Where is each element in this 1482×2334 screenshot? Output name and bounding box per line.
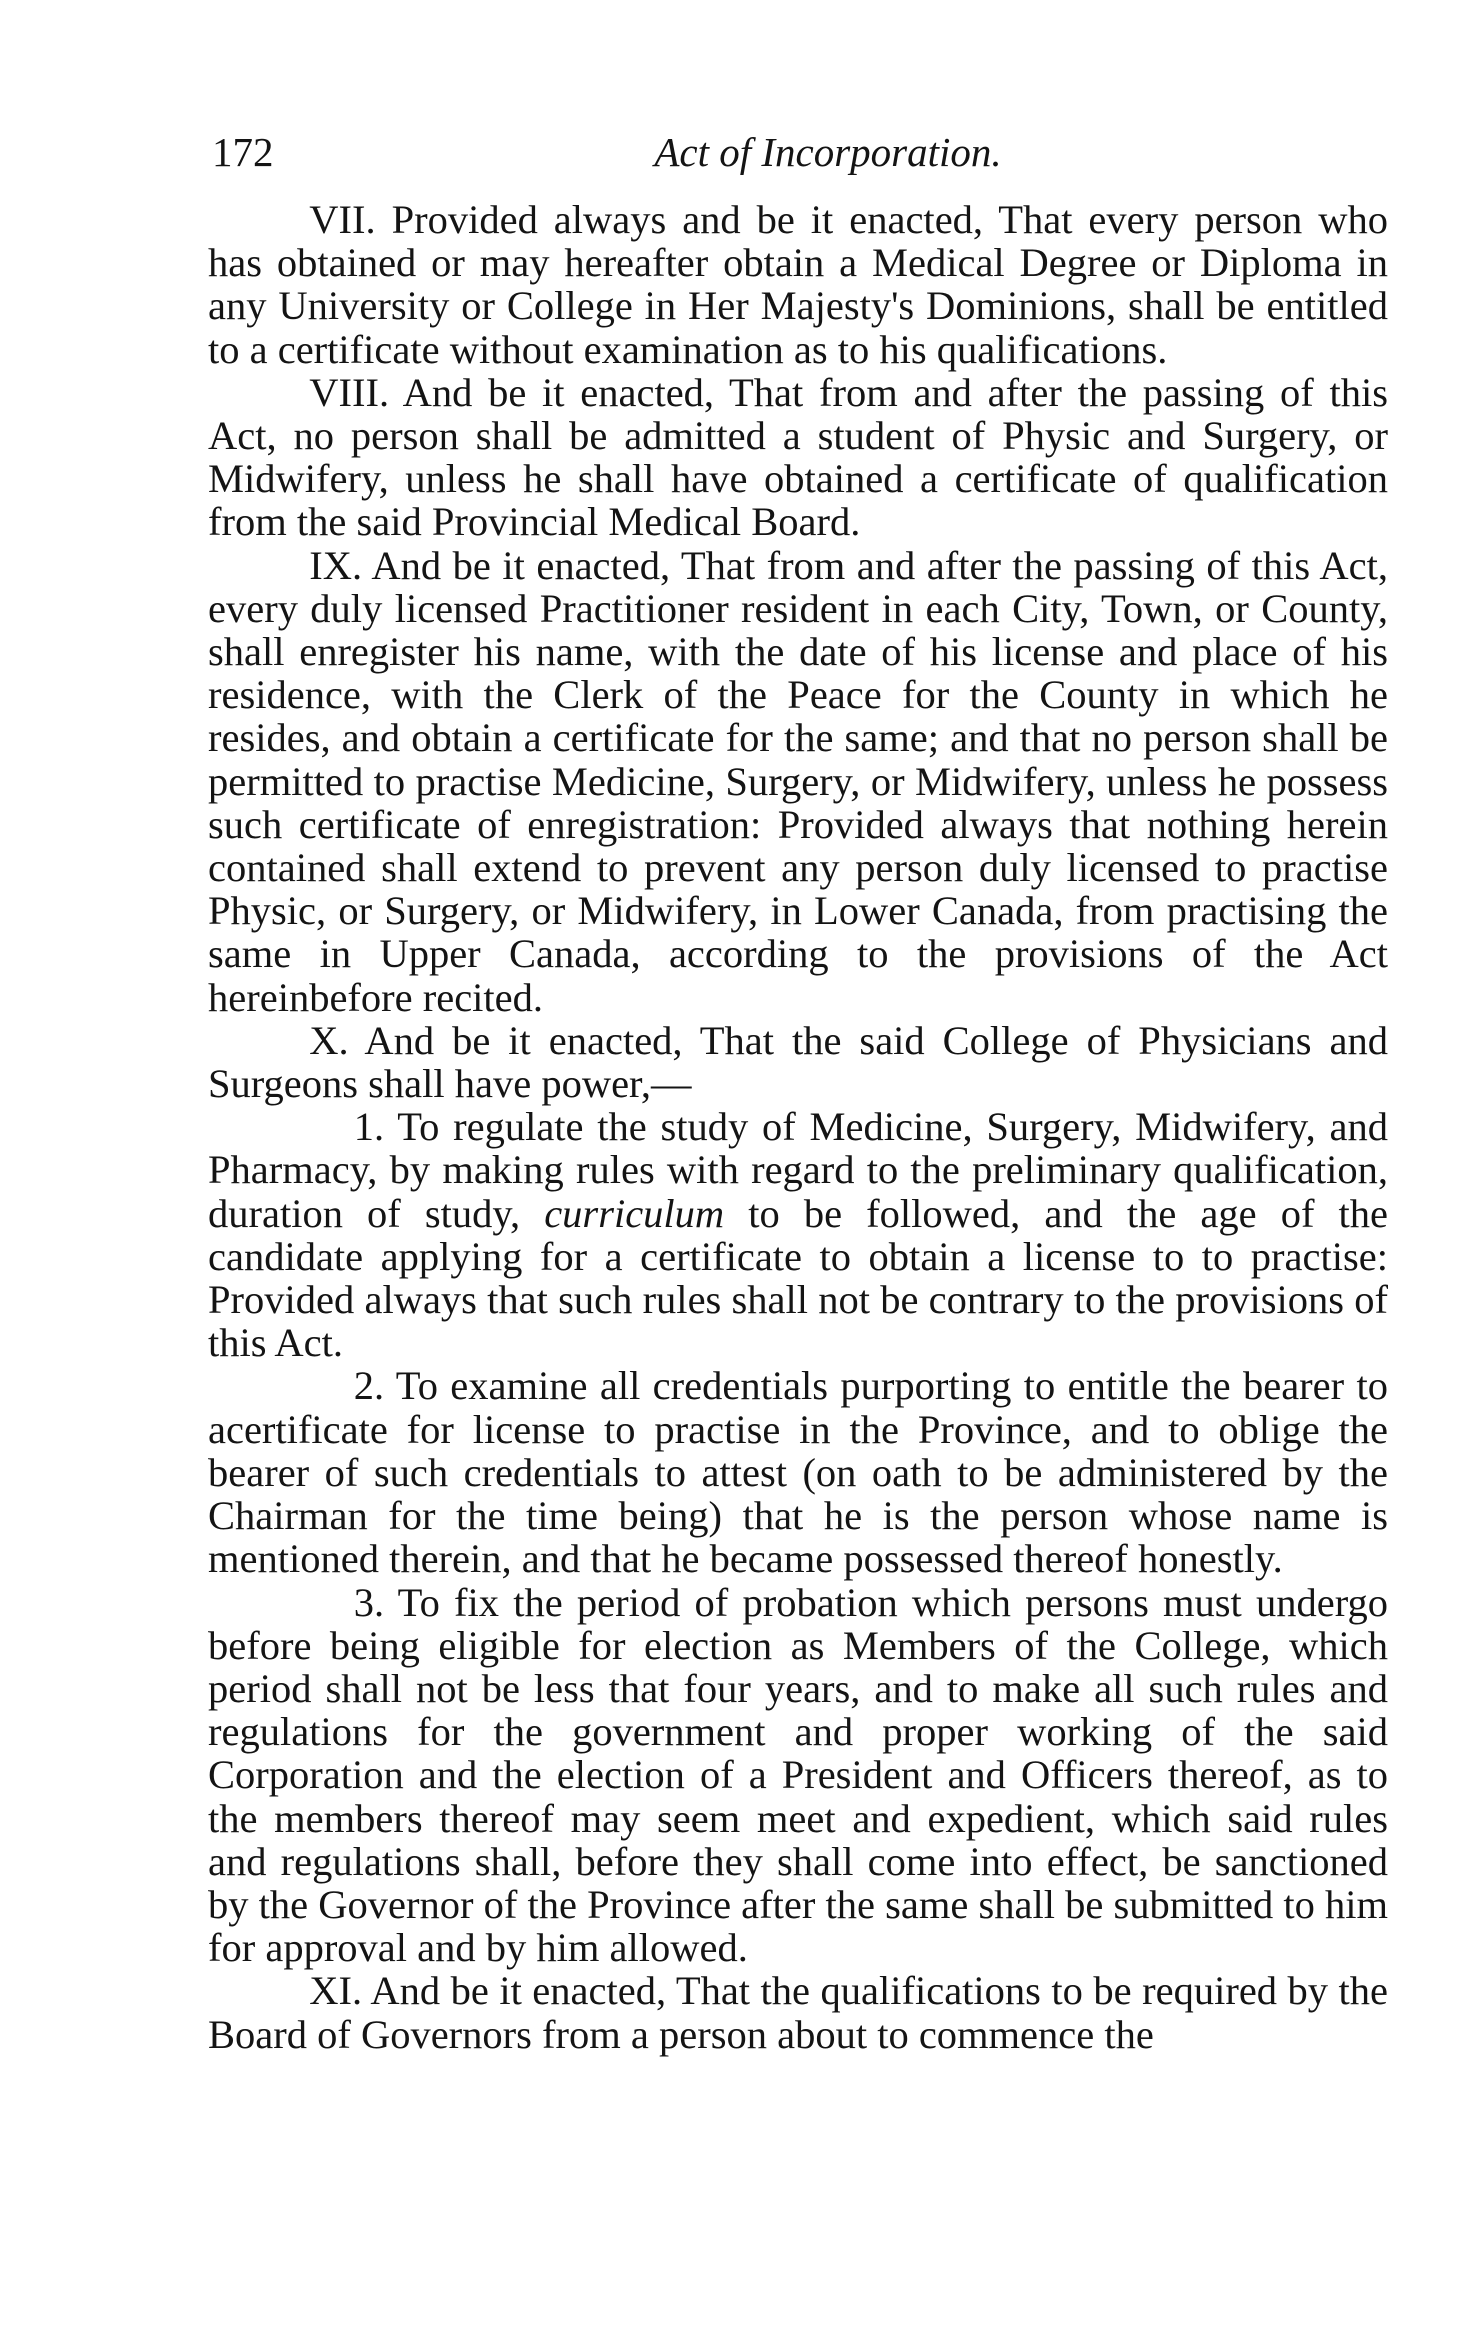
curriculum-italic: curriculum — [544, 1190, 725, 1236]
section-text: And be it enacted, That from and after the passing of this Act, no person shall be admitted a student of Physic and Surgery, or Midwifery, unless he shall have obtained a certificate of qualification from the said Provincial Medical Board. — [208, 369, 1388, 545]
section-ix — [208, 544, 1388, 1019]
section-number: VII. — [309, 197, 376, 242]
subsection-text: To examine all credentials purporting to entitle the bearer to acertificate for license to practise in the Province, and to oblige the bearer of such credentials to attest (on oath to be administered by the Chairman for the time being) that he is the person whose name is mentioned therein, and that he became possessed thereof honestly. — [208, 1363, 1388, 1582]
section-vii — [208, 198, 1388, 371]
act-text — [208, 198, 1388, 2056]
subsection-2 — [208, 1364, 1388, 1580]
section-number: IX. — [309, 542, 363, 588]
subsection-number: 3. — [353, 1579, 385, 1625]
document-page — [208, 118, 1388, 2056]
section-x — [208, 1019, 1388, 1105]
running-title: Act of Incorporation. — [654, 129, 1002, 175]
subsection-text-before: To regulate the study of Medicine, Surgery, Midwifery, and Pharmacy, by making rules with regard to the preliminary qualification, duration of study, — [208, 1104, 1388, 1236]
section-xi — [208, 1969, 1388, 2055]
section-text: And be it enacted, That the qualifications to be required by the Board of Governors from a person about to commence the — [208, 1968, 1388, 2057]
subsection-number: 1. — [353, 1104, 385, 1150]
section-viii — [208, 371, 1388, 544]
subsection-1 — [208, 1105, 1388, 1364]
page-number: 172 — [212, 129, 274, 175]
section-number: XI. — [309, 1968, 363, 2014]
section-text: Provided always and be it enacted, That every person who has obtained or may hereafter obtain a Medical Degree or Diploma in any University or College in Her Majesty's Dominions, shall be entitled to a certificate without examination as to his qualifications. — [208, 197, 1389, 372]
running-head — [208, 118, 1388, 186]
section-text: And be it enacted, That from and after the passing of this Act, every duly licensed Practitioner resident in each City, Town, or County, shall enregister his name, with the date of his license and place of his residence, with the Clerk of the Peace for the County in which he resides, and obtain a certificate for the same; and that no person shall be permitted to practise Medicine, Surgery, or Midwifery, unless he possess such certificate of enregistration: Provided always that nothing herein contained shall extend to prevent any person duly licensed to practise Physic, or Surgery, or Midwifery, in Lower Canada, from practising the same in Upper Canada, according to the provisions of the Act hereinbefore recited. — [208, 542, 1388, 1020]
section-number: VIII. — [309, 369, 390, 415]
subsection-text: To fix the period of probation which persons must undergo before being eligible for election as Members of the College, which period shall not be less that four years, and to make all such rules and regulations for the government and proper working of the said Corporation and the election of a President and Officers thereof, as to the members thereof may seem meet and expedient, which said rules and regulations shall, before they shall come into effect, be sanctioned by the Governor of the Province after the same shall be submitted to him for approval and by him allowed. — [208, 1579, 1388, 1971]
section-number: X. — [309, 1017, 349, 1063]
subsection-text-after: to be followed, and the age of the candidate applying for a certificate to obtain a license to to practise: Provided always that such rules shall not be contrary to the provisions of this Act. — [208, 1190, 1388, 1366]
subsection-number: 2. — [353, 1363, 385, 1409]
subsection-3 — [208, 1581, 1388, 1970]
section-text: And be it enacted, That the said College of Physicians and Surgeons shall have power,— — [208, 1017, 1389, 1107]
